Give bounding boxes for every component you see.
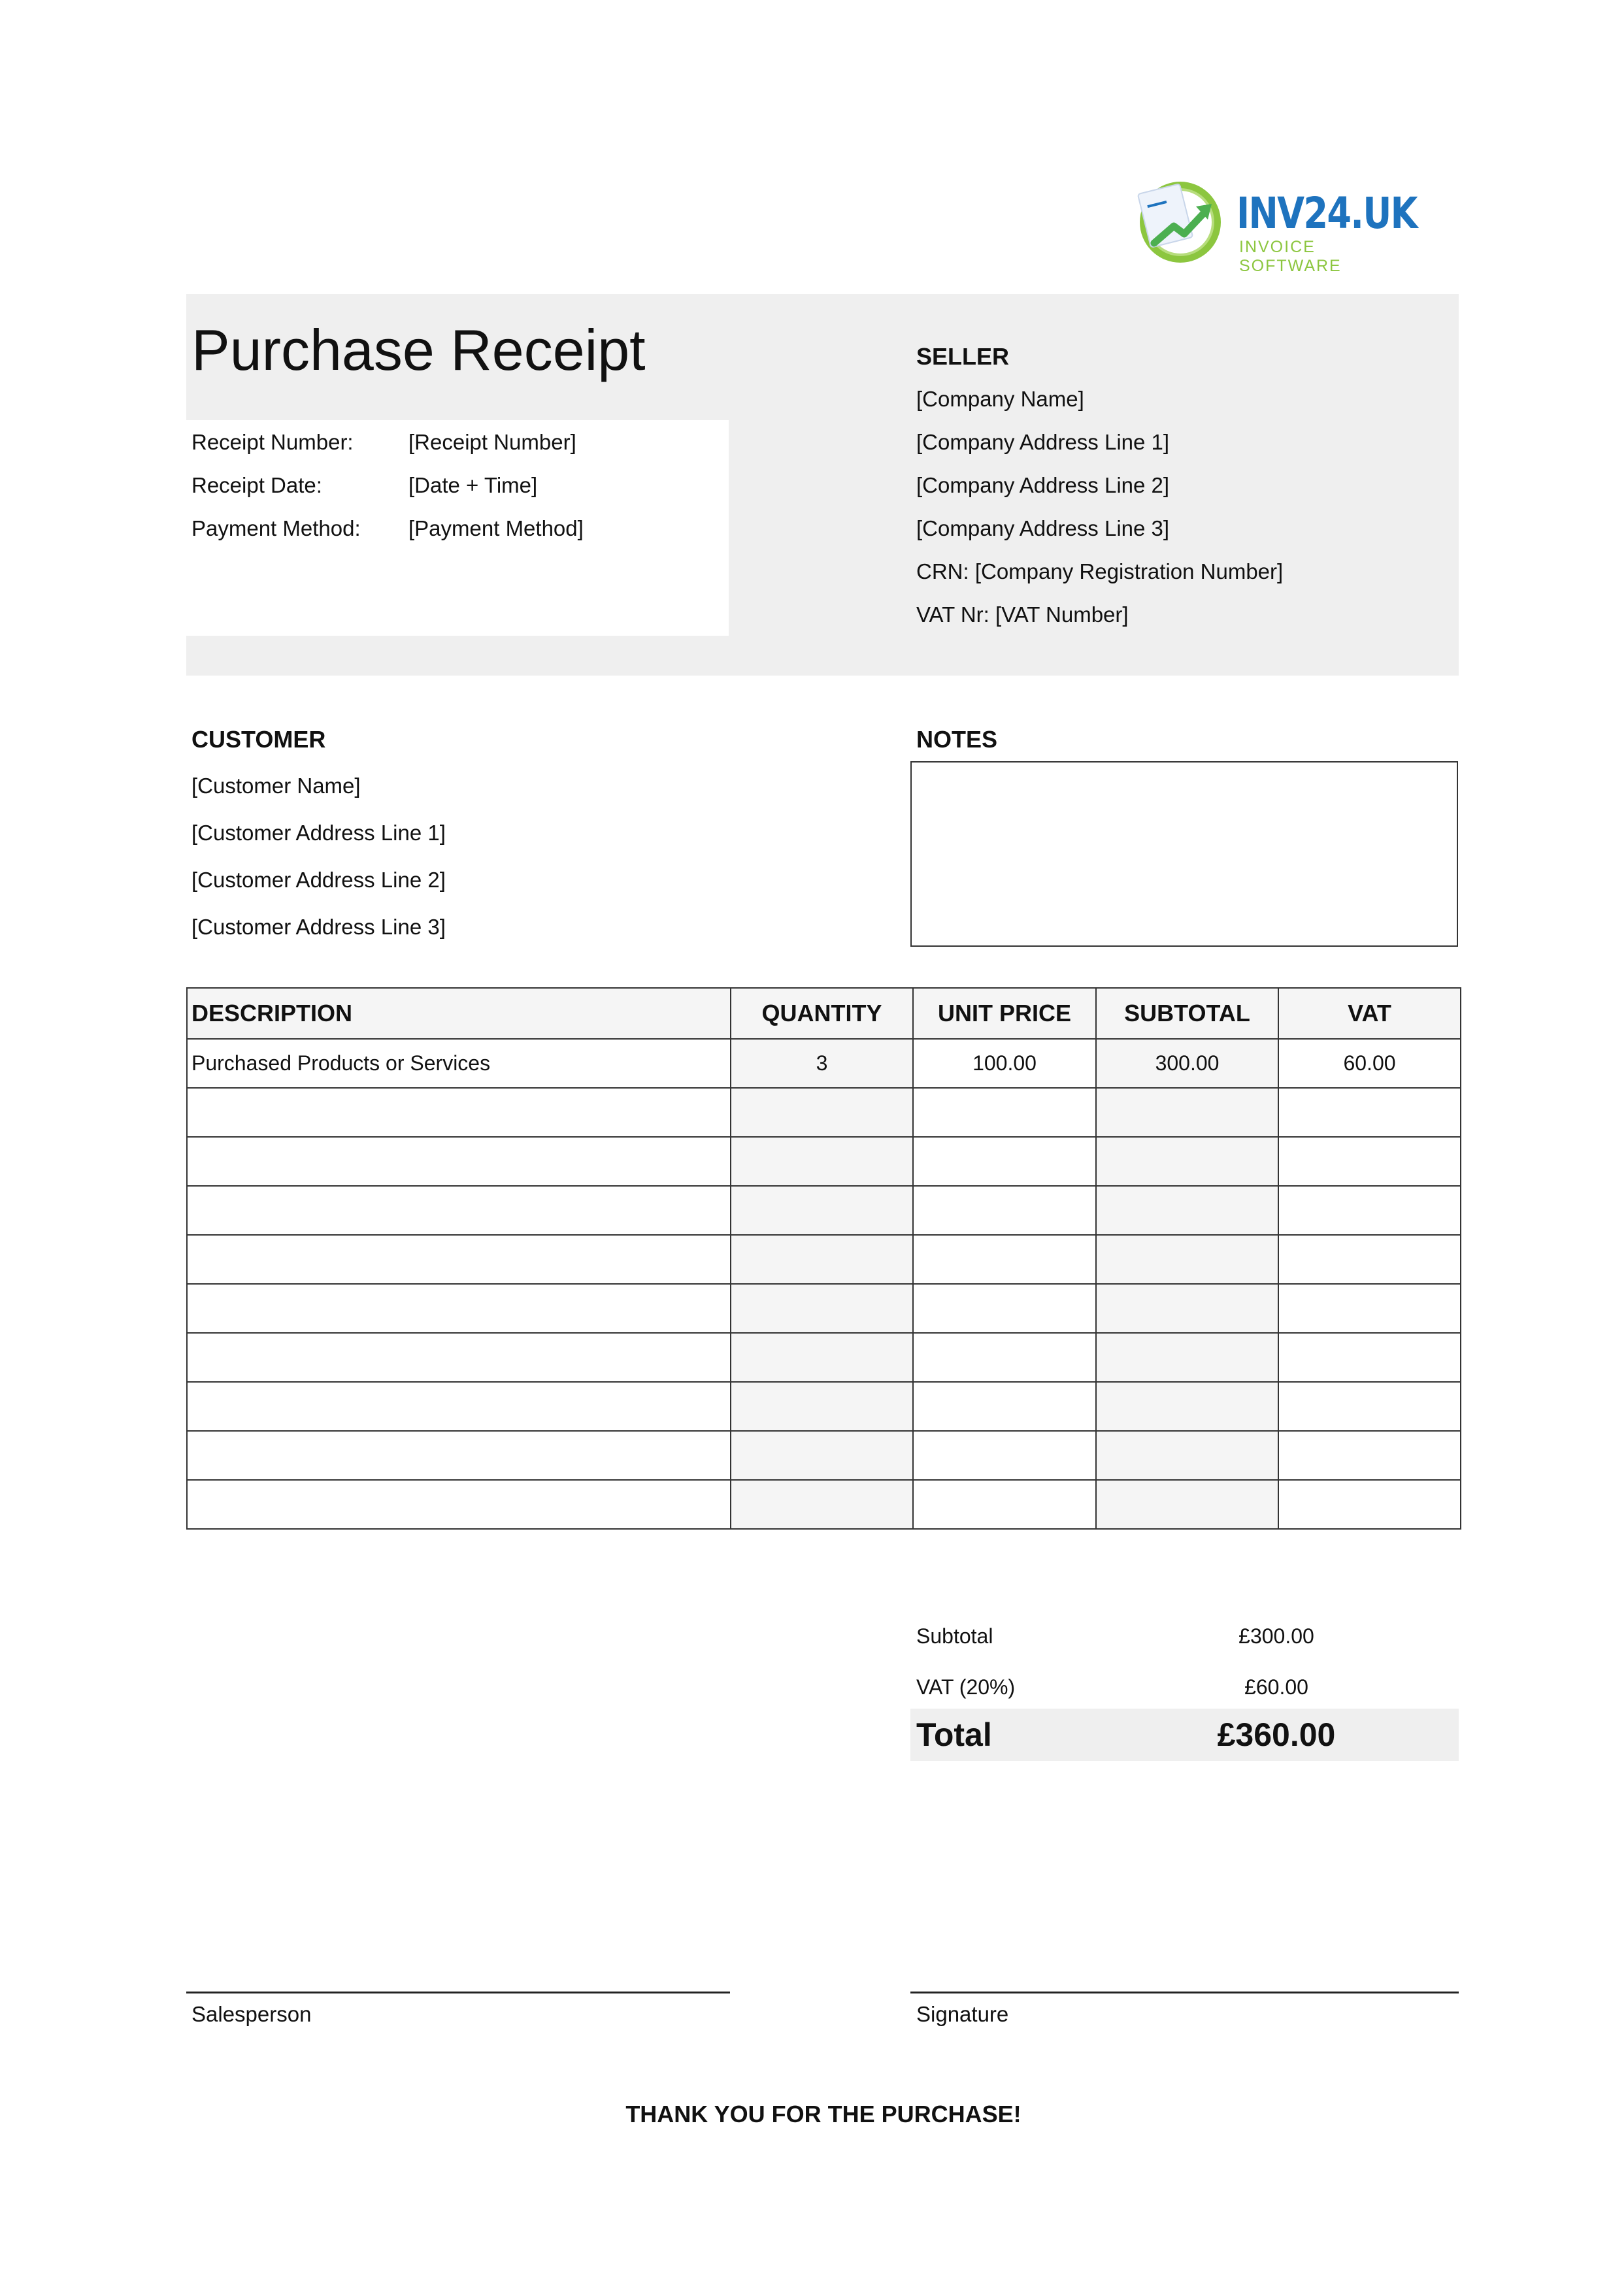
receipt-date-value[interactable]: [Date + Time] xyxy=(408,473,538,497)
cell-subtotal[interactable] xyxy=(1096,1431,1278,1480)
table-row xyxy=(187,1039,1461,1088)
seller-address-line-1[interactable]: [Company Address Line 1] xyxy=(916,430,1170,454)
table-row xyxy=(187,1431,1461,1480)
cell-quantity[interactable] xyxy=(731,1333,913,1382)
cell-subtotal[interactable] xyxy=(1096,1480,1278,1529)
cell-vat[interactable] xyxy=(1278,1431,1461,1480)
cell-unit-price[interactable] xyxy=(913,1480,1096,1529)
table-row xyxy=(187,1235,1461,1284)
customer-name[interactable]: [Customer Name] xyxy=(191,774,361,798)
customer-address-line-1[interactable]: [Customer Address Line 1] xyxy=(191,821,446,845)
cell-vat[interactable] xyxy=(1278,1088,1461,1137)
table-row xyxy=(187,1333,1461,1382)
cell-vat[interactable] xyxy=(1278,1235,1461,1284)
cell-quantity[interactable]: 3 xyxy=(731,1039,913,1088)
notes-heading: NOTES xyxy=(916,726,998,753)
cell-subtotal[interactable]: 300.00 xyxy=(1096,1039,1278,1088)
cell-vat[interactable] xyxy=(1278,1186,1461,1235)
salesperson-signature-line[interactable] xyxy=(186,1992,730,1993)
seller-vat-number[interactable]: VAT Nr: [VAT Number] xyxy=(916,602,1129,627)
cell-unit-price[interactable] xyxy=(913,1284,1096,1333)
table-header-row xyxy=(187,988,1461,1039)
cell-description[interactable] xyxy=(187,1235,731,1284)
seller-crn[interactable]: CRN: [Company Registration Number] xyxy=(916,559,1284,583)
seller-heading: SELLER xyxy=(916,343,1010,370)
logo-brand-text: INV24.UK xyxy=(1237,188,1417,238)
notes-field[interactable] xyxy=(910,761,1458,947)
customer-heading: CUSTOMER xyxy=(191,726,326,753)
table-row xyxy=(187,1137,1461,1186)
total-value: £360.00 xyxy=(1217,1716,1336,1753)
col-header-description: DESCRIPTION xyxy=(187,988,731,1039)
vat-value: £60.00 xyxy=(1244,1675,1308,1699)
cell-description[interactable] xyxy=(187,1333,731,1382)
thank-you-message: THANK YOU FOR THE PURCHASE! xyxy=(625,2101,1021,2127)
cell-quantity[interactable] xyxy=(731,1186,913,1235)
cell-quantity[interactable] xyxy=(731,1235,913,1284)
payment-method-value[interactable]: [Payment Method] xyxy=(408,516,584,540)
cell-quantity[interactable] xyxy=(731,1088,913,1137)
receipt-number-value[interactable]: [Receipt Number] xyxy=(408,430,576,454)
table-row xyxy=(187,1480,1461,1529)
cell-vat[interactable] xyxy=(1278,1382,1461,1431)
subtotal-label: Subtotal xyxy=(916,1624,993,1648)
cell-description[interactable] xyxy=(187,1431,731,1480)
cell-description[interactable] xyxy=(187,1186,731,1235)
cell-quantity[interactable] xyxy=(731,1284,913,1333)
cell-unit-price[interactable] xyxy=(913,1186,1096,1235)
cell-unit-price[interactable] xyxy=(913,1088,1096,1137)
col-header-unit-price: UNIT PRICE xyxy=(913,988,1096,1039)
seller-address-line-2[interactable]: [Company Address Line 2] xyxy=(916,473,1170,497)
cell-vat[interactable] xyxy=(1278,1333,1461,1382)
subtotal-value: £300.00 xyxy=(1238,1624,1314,1648)
total-label: Total xyxy=(916,1716,992,1753)
cell-description[interactable]: Purchased Products or Services xyxy=(187,1039,731,1088)
cell-quantity[interactable] xyxy=(731,1480,913,1529)
table-row xyxy=(187,1186,1461,1235)
cell-vat[interactable] xyxy=(1278,1137,1461,1186)
cell-unit-price[interactable] xyxy=(913,1382,1096,1431)
cell-unit-price[interactable] xyxy=(913,1333,1096,1382)
receipt-date-label: Receipt Date: xyxy=(191,473,322,497)
payment-method-label: Payment Method: xyxy=(191,516,361,540)
cell-subtotal[interactable] xyxy=(1096,1088,1278,1137)
receipt-number-label: Receipt Number: xyxy=(191,430,354,454)
cell-subtotal[interactable] xyxy=(1096,1284,1278,1333)
cell-vat[interactable] xyxy=(1278,1284,1461,1333)
cell-subtotal[interactable] xyxy=(1096,1137,1278,1186)
table-row xyxy=(187,1382,1461,1431)
col-header-quantity: QUANTITY xyxy=(731,988,913,1039)
items-table xyxy=(186,987,1461,1530)
signature-line[interactable] xyxy=(910,1992,1459,1993)
seller-address-line-3[interactable]: [Company Address Line 3] xyxy=(916,516,1170,540)
cell-subtotal[interactable] xyxy=(1096,1333,1278,1382)
signature-label: Signature xyxy=(916,2002,1009,2026)
cell-subtotal[interactable] xyxy=(1096,1382,1278,1431)
vat-label: VAT (20%) xyxy=(916,1675,1016,1699)
cell-unit-price[interactable] xyxy=(913,1137,1096,1186)
cell-unit-price[interactable] xyxy=(913,1431,1096,1480)
cell-quantity[interactable] xyxy=(731,1431,913,1480)
table-row xyxy=(187,1284,1461,1333)
salesperson-label: Salesperson xyxy=(191,2002,312,2026)
cell-description[interactable] xyxy=(187,1382,731,1431)
logo-tagline: INVOICE SOFTWARE xyxy=(1239,238,1342,275)
cell-description[interactable] xyxy=(187,1137,731,1186)
cell-vat[interactable] xyxy=(1278,1480,1461,1529)
cell-quantity[interactable] xyxy=(731,1382,913,1431)
logo-badge-icon xyxy=(1128,175,1233,267)
cell-subtotal[interactable] xyxy=(1096,1186,1278,1235)
cell-subtotal[interactable] xyxy=(1096,1235,1278,1284)
seller-company-name[interactable]: [Company Name] xyxy=(916,387,1084,411)
col-header-vat: VAT xyxy=(1278,988,1461,1039)
cell-description[interactable] xyxy=(187,1088,731,1137)
page-title: Purchase Receipt xyxy=(191,318,646,382)
cell-description[interactable] xyxy=(187,1480,731,1529)
company-logo xyxy=(1128,175,1417,275)
customer-address-line-3[interactable]: [Customer Address Line 3] xyxy=(191,915,446,939)
col-header-subtotal: SUBTOTAL xyxy=(1096,988,1278,1039)
cell-vat[interactable]: 60.00 xyxy=(1278,1039,1461,1088)
cell-unit-price[interactable] xyxy=(913,1235,1096,1284)
cell-unit-price[interactable]: 100.00 xyxy=(913,1039,1096,1088)
cell-description[interactable] xyxy=(187,1284,731,1333)
customer-address-line-2[interactable]: [Customer Address Line 2] xyxy=(191,868,446,892)
table-row xyxy=(187,1088,1461,1137)
cell-quantity[interactable] xyxy=(731,1137,913,1186)
